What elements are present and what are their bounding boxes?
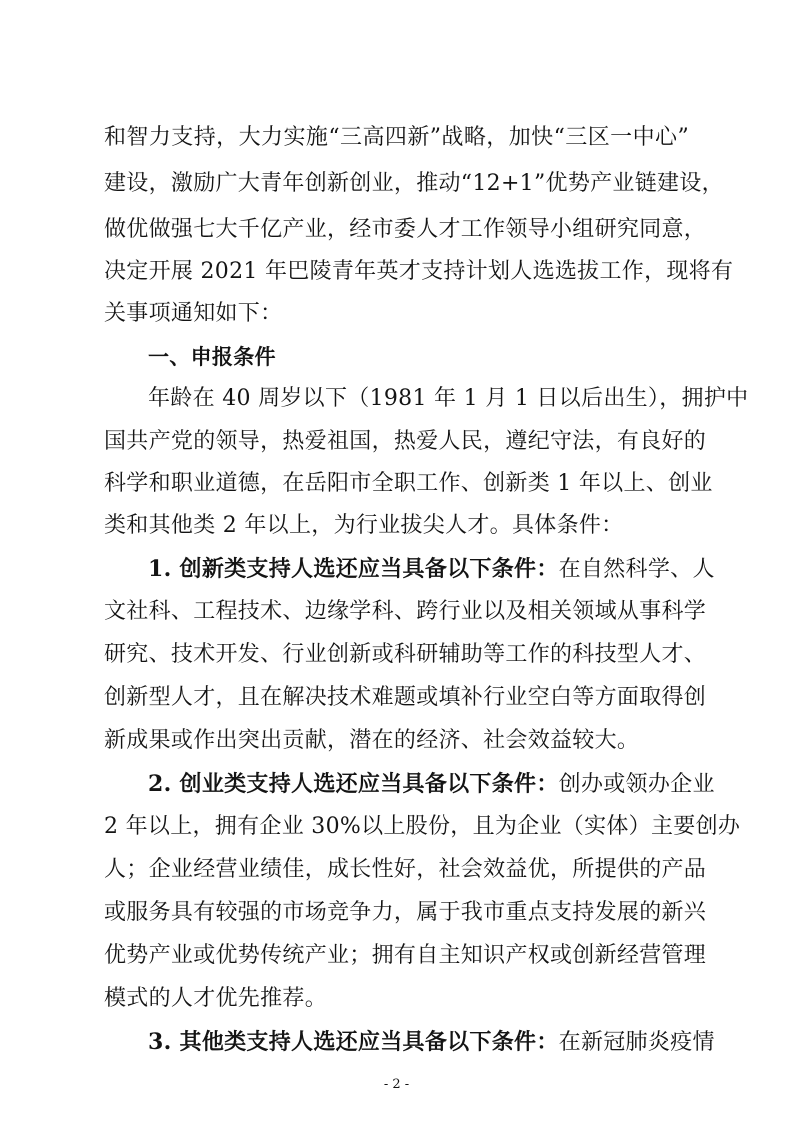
general-line-2: 国共产党的领导，热爱祖国，热爱人民，遵纪守法，有良好的 bbox=[104, 429, 707, 454]
item1-line-4: 创新型人才，且在解决技术难题或填补行业空白等方面取得创 bbox=[104, 685, 707, 710]
item1-line-3: 研究、技术开发、行业创新或科研辅助等工作的科技型人才、 bbox=[104, 642, 707, 667]
item2-first-text: 创办或领办企业 bbox=[558, 772, 715, 797]
item2-line-4: 或服务具有较强的市场竞争力，属于我市重点支持发展的新兴 bbox=[104, 900, 707, 925]
item1-line-2: 文社科、工程技术、边缘学科、跨行业以及相关领域从事科学 bbox=[104, 599, 707, 624]
general-line-3: 科学和职业道德，在岳阳市全职工作、创新类 1 年以上、创业 bbox=[104, 471, 713, 496]
page-number: - 2 - bbox=[383, 1077, 410, 1092]
item1-first-text: 在自然科学、人 bbox=[558, 557, 715, 582]
intro-line-2: 建设，激励广大青年创新创业，推动“12+1”优势产业链建设， bbox=[104, 171, 724, 196]
item2-first-line bbox=[148, 770, 715, 798]
item3-first-line bbox=[148, 1028, 715, 1056]
general-line-1: 年龄在 40 周岁以下（1981 年 1 月 1 日以后出生），拥护中 bbox=[148, 386, 749, 411]
item2-line-2: 2 年以上，拥有企业 30%以上股份，且为企业（实体）主要创办 bbox=[104, 814, 741, 839]
section-heading: 一、申报条件 bbox=[148, 345, 276, 369]
intro-line-4: 决定开展 2021 年巴陵青年英才支持计划人选选拔工作，现将有 bbox=[104, 259, 734, 284]
item3-label: 3. 其他类支持人选还应当具备以下条件： bbox=[148, 1029, 559, 1055]
item2-line-5: 优势产业或优势传统产业；拥有自主知识产权或创新经营管理 bbox=[104, 943, 707, 968]
item1-line-5: 新成果或作出突出贡献，潜在的经济、社会效益较大。 bbox=[104, 728, 640, 753]
intro-line-3: 做优做强七大千亿产业，经市委人才工作领导小组研究同意， bbox=[104, 217, 707, 242]
item2-label: 2. 创业类支持人选还应当具备以下条件： bbox=[148, 771, 559, 797]
general-line-4: 类和其他类 2 年以上，为行业拔尖人才。具体条件： bbox=[104, 513, 624, 538]
item1-first-line bbox=[148, 555, 715, 583]
item3-first-text: 在新冠肺炎疫情 bbox=[558, 1030, 715, 1055]
intro-line-5: 关事项通知如下： bbox=[104, 301, 283, 326]
item2-line-3: 人；企业经营业绩佳，成长性好，社会效益优，所提供的产品 bbox=[104, 857, 707, 882]
item1-label: 1. 创新类支持人选还应当具备以下条件： bbox=[148, 556, 559, 582]
item2-line-6: 模式的人才优先推荐。 bbox=[104, 986, 328, 1011]
intro-line-1: 和智力支持，大力实施“三高四新”战略，加快“三区一中心” bbox=[104, 125, 689, 150]
